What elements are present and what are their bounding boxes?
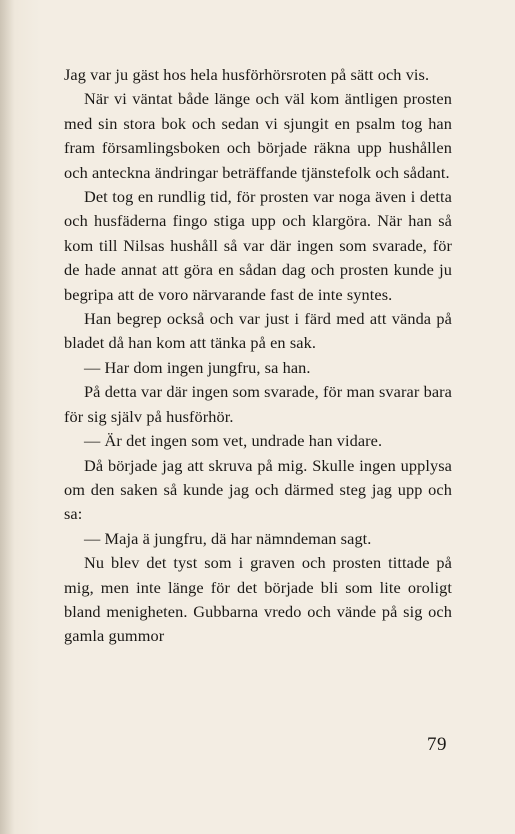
paragraph-1: Jag var ju gäst hos hela husförhörsroten på sätt och vis. <box>64 65 430 84</box>
paragraph-2: När vi väntat både länge och väl kom äntligen prosten med sin stora bok och sedan vi sjungit en psalm tog han fram församlingsboken och började räkna upp hushållen och anteckna ändringar beträffande tjänstefolk och sådant. <box>64 89 452 182</box>
dialogue-line-3: — Maja ä jungfru, dä har nämndeman sagt. <box>84 528 372 548</box>
page-number: 79 <box>427 734 447 755</box>
paragraph-3: Det tog en rundlig tid, för prosten var noga även i detta och husfäderna fingo stiga upp och klargöra. När han så kom till Nilsas hushåll så var där ingen som svarade, för de hade annat att göra en sådan dag och prosten kunde ju begripa att de voro närvarande fast de inte syntes. <box>64 187 452 304</box>
paragraph-8: Då började jag att skruva på mig. Skulle ingen upplysa om den saken så kunde jag och därmed steg jag upp och sa: <box>64 455 452 524</box>
dialogue-line-1: — Har dom ingen jungfru, sa han. <box>84 357 311 377</box>
dialogue-line-2: — Är det ingen som vet, undrade han vidare. <box>84 431 383 451</box>
paragraph-10: Nu blev det tyst som i graven och prosten tittade på mig, men inte länge för det började bli som lite oroligt bland menigheten. Gubbarna vredo och vände på sig och gamla gummor <box>64 553 452 646</box>
gutter-shadow <box>0 0 14 834</box>
body-text <box>64 63 452 649</box>
paragraph-6: På detta var där ingen som svarade, för man svarar bara för sig själv på husförhör. <box>64 382 452 426</box>
paragraph-4: Han begrep också och var just i färd med att vända på bladet då han kom att tänka på en sak. <box>64 309 452 353</box>
